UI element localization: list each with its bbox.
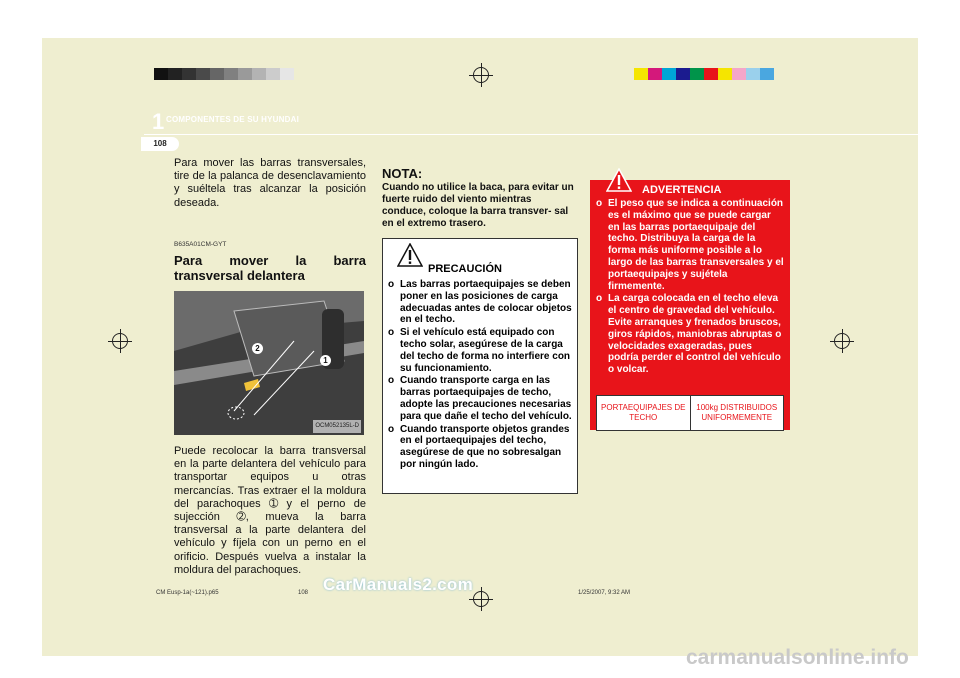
label-right-cell: 100kg DISTRIBUIDOS UNIFORMEMENTE [690, 396, 784, 430]
footer-file: CM Eusp-1a(~121).p65 [156, 590, 219, 596]
color-swatch [704, 68, 718, 80]
registration-mark-icon [834, 333, 850, 349]
watermark-link[interactable]: CarManuals2.com [323, 575, 473, 594]
section-heading: Para mover la barra transversal delantera [174, 253, 366, 284]
caution-title: PRECAUCIÓN [428, 263, 502, 275]
caution-item [388, 375, 572, 422]
nota-body: Cuando no utilice la baca, para evitar un fuerte ruido del viento mientras conduce, coloque la barra transver- sal en el extremo trasero. [382, 182, 574, 229]
caution-item [388, 424, 572, 471]
footer-date: 1/25/2007, 9:32 AM [578, 590, 631, 596]
color-swatch [280, 68, 294, 80]
page-number: 108 [141, 137, 179, 151]
warning-triangle-icon [397, 243, 423, 267]
roof-rack-photo [174, 291, 364, 435]
color-swatch [760, 68, 774, 80]
color-swatch [746, 68, 760, 80]
caution-item [388, 327, 572, 374]
body-paragraph: Puede recolocar la barra transversal en la parte delantera del vehículo para transportar equipos u otras mercancías. Tras extraer el la moldura del parachoques ➀ y el perno de sujección ➁, mueva la barra transversal a la parte delantera del vehículo y fíjela con un perno en el orificio. Después vuelva a instalar la moldura del parachoques. [174, 445, 366, 576]
color-swatch [732, 68, 746, 80]
bullet-marker: o [388, 327, 395, 339]
callout-number-2: 2 [252, 343, 263, 354]
color-swatch [182, 68, 196, 80]
color-swatch [154, 68, 168, 80]
color-swatch [224, 68, 238, 80]
warning-triangle-icon [606, 168, 632, 192]
watermark-site[interactable]: carmanualsonline.info [686, 646, 909, 669]
color-swatch [210, 68, 224, 80]
bullet-marker: o [388, 279, 395, 290]
color-swatch [238, 68, 252, 80]
warning-box [590, 180, 790, 430]
chapter-number: 1 [152, 109, 165, 134]
bullet-marker: o [596, 198, 603, 209]
registration-mark-icon [473, 67, 489, 83]
nota-title: NOTA: [382, 166, 423, 181]
callout-number-1: 1 [320, 355, 331, 366]
left-column [174, 157, 366, 577]
header-rule [144, 134, 918, 135]
color-swatch [662, 68, 676, 80]
nota-block [382, 166, 578, 230]
warning-list [596, 198, 784, 376]
roof-rack-illustration [174, 291, 364, 435]
bullet-marker: o [596, 293, 603, 305]
caution-text: Cuando transporte carga en las barras portaequipajes de techo, adopte las precauciones necesarias para que dañe el techo del vehículo. [400, 375, 572, 422]
load-label-table [596, 395, 784, 431]
color-swatch [168, 68, 182, 80]
caution-text: Cuando transporte objetos grandes en el portaequipajes del techo, asegúrese de que no sobresalgan por ningún lado. [400, 423, 570, 470]
caution-item [388, 279, 572, 326]
warning-text: La carga colocada en el techo eleva el centro de gravedad del vehículo. Evite arranques y frenados bruscos, giros rápidos, maniobras abruptas o velocidades exageradas, pues podría perder el control del vehículo o volcar. [608, 293, 782, 376]
bullet-marker: o [388, 375, 395, 387]
color-swatch [196, 68, 210, 80]
registration-mark-icon [112, 333, 128, 349]
bullet-marker: o [388, 423, 395, 435]
intro-paragraph: Para mover las barras transversales, tire de la palanca de desenclavamiento y suéltela tras alcanzar la posición deseada. [174, 157, 366, 209]
label-left-cell: PORTAEQUIPAJES DE TECHO [601, 403, 686, 422]
warning-item [596, 198, 784, 292]
registration-mark-icon [473, 591, 489, 607]
caution-text: Las barras portaequipajes se deben poner en las posiciones de carga adecuadas antes de colocar objetos en el techo. [400, 279, 572, 326]
caution-box [382, 238, 578, 494]
color-swatch [648, 68, 662, 80]
color-swatch [718, 68, 732, 80]
grayscale-color-bar [154, 68, 294, 80]
warning-text: El peso que se indica a continuación es el máximo que se puede cargar en las barras portaequipaje del techo. Distribuya la carga de la forma más uniforme posible a lo largo de las barras transversales y el portaequipajes y sujétela firmemente. [608, 198, 784, 292]
section-code: B635A01CM-GYT [174, 240, 227, 248]
warning-title: ADVERTENCIA [642, 184, 722, 196]
photo-caption: OCM052135L-D [313, 420, 361, 433]
caution-text: Si el vehículo está equipado con techo solar, asegúrese de la carga del techo de forma no interfiere con su funcionamiento. [400, 327, 571, 374]
color-swatch [634, 68, 648, 80]
footer-page: 108 [298, 590, 309, 596]
process-color-bar [634, 68, 774, 80]
chapter-title: COMPONENTES DE SU HYUNDAI [166, 115, 300, 124]
warning-item [596, 293, 784, 376]
color-swatch [690, 68, 704, 80]
color-swatch [252, 68, 266, 80]
color-swatch [266, 68, 280, 80]
color-swatch [676, 68, 690, 80]
caution-list [388, 279, 572, 471]
